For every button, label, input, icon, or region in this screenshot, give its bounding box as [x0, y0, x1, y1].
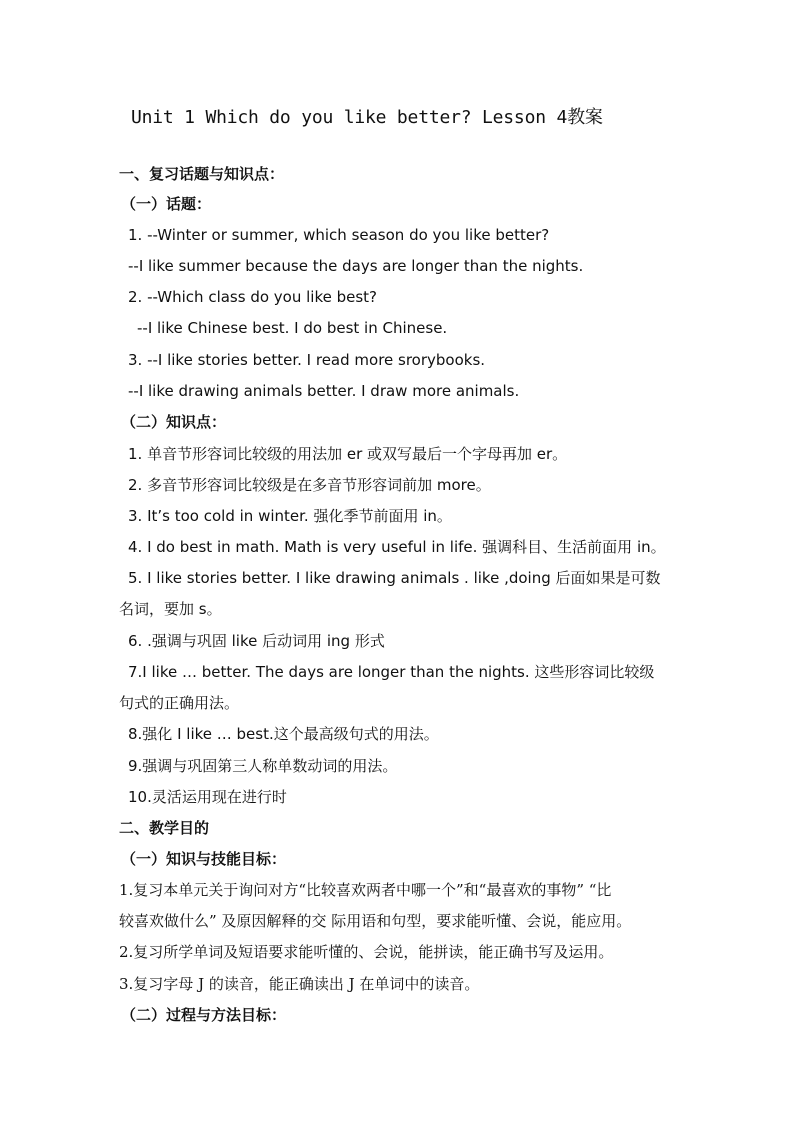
section1-sub1-heading: （一）话题： — [121, 195, 212, 213]
knowledge-line-8: 8.强化 I like … best.这个最高级句式的用法。 — [128, 725, 439, 743]
knowledge-line-1: 1. 单音节形容词比较级的用法加 er 或双写最后一个字母再加 er。 — [128, 445, 568, 463]
goal-line-2: 2.复习所学单词及短语要求能听懂的、会说，能拼读，能正确书写及运用。 — [119, 943, 614, 961]
knowledge-line-6: 6. .强调与巩固 like 后动词用 ing 形式 — [128, 632, 385, 650]
page-title: Unit 1 Which do you like better? Lesson 4教案 — [131, 107, 603, 128]
knowledge-line-3: 3. It’s too cold in winter. 强化季节前面用 in。 — [128, 507, 452, 525]
knowledge-line-7-cont: 句式的正确用法。 — [119, 694, 240, 712]
topic-line-3: 2. --Which class do you like best? — [128, 288, 378, 306]
topic-line-1: 1. --Winter or summer, which season do you like better? — [128, 226, 550, 244]
topic-line-5: 3. --I like stories better. I read more srorybooks. — [128, 351, 486, 369]
knowledge-line-5-cont: 名词，要加 s。 — [119, 600, 222, 618]
topic-line-6: --I like drawing animals better. I draw more animals. — [128, 382, 520, 400]
topic-line-2: --I like summer because the days are longer than the nights. — [128, 257, 584, 275]
topic-line-4: --I like Chinese best. I do best in Chinese. — [137, 319, 448, 337]
knowledge-line-4: 4. I do best in math. Math is very useful in life. 强调科目、生活前面用 in。 — [128, 538, 666, 556]
section2-sub1-heading: （一）知识与技能目标： — [121, 850, 287, 868]
goal-line-1: 1.复习本单元关于询问对方“比较喜欢两者中哪一个”和“最喜欢的事物” “比 — [119, 881, 612, 899]
knowledge-line-9: 9.强调与巩固第三人称单数动词的用法。 — [128, 757, 398, 775]
knowledge-line-10: 10.灵活运用现在进行时 — [128, 788, 287, 806]
section1-sub2-heading: （二）知识点： — [121, 413, 227, 431]
goal-line-3: 3.复习字母 J 的读音，能正确读出 J 在单词中的读音。 — [119, 975, 480, 993]
knowledge-line-7: 7.I like … better. The days are longer than the nights. 这些形容词比较级 — [128, 663, 655, 681]
knowledge-line-2: 2. 多音节形容词比较级是在多音节形容词前加 more。 — [128, 476, 491, 494]
knowledge-line-5: 5. I like stories better. I like drawing animals . like ,doing 后面如果是可数 — [128, 569, 661, 587]
section2-heading: 二、教学目的 — [119, 819, 210, 837]
section1-heading: 一、复习话题与知识点： — [119, 165, 285, 183]
section2-sub2-heading: （二）过程与方法目标： — [121, 1006, 287, 1024]
goal-line-1-cont: 较喜欢做什么” 及原因解释的交 际用语和句型，要求能听懂、会说，能应用。 — [119, 912, 632, 930]
